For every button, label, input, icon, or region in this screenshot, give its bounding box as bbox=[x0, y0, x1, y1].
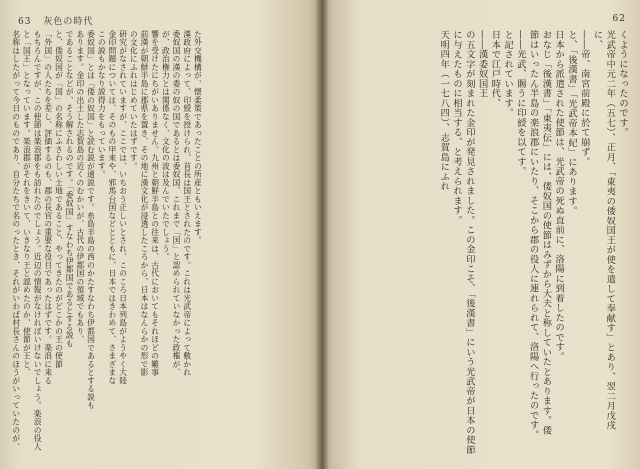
quote-line: ――帝、南宮前殿に於て崩ず。 bbox=[578, 30, 590, 167]
text-line: 日本で江戸時代、 bbox=[489, 30, 501, 108]
text-line: 金印問題については、そのもの甲来や、邪馬台国などとともに、日本ではきわめて、さまざまな bbox=[107, 30, 117, 385]
text-line: くようになったのです。 bbox=[617, 30, 628, 138]
text-line: と、倭奴国が「国」の名称にふさわしい土地であること、やってきたのがどこかの王の使節 bbox=[54, 30, 64, 369]
left-page-number: 63 bbox=[18, 17, 32, 27]
text-line: 委奴国の漢の委の奴の国であるとは委奴国、これまで「国」と認められていなかった政権が、 bbox=[172, 30, 181, 377]
text-line: 研究がなされていますが、ここでは、いちおう正しいとされ、このころ日本列島がようやく大陸 bbox=[118, 30, 128, 385]
text-line: が、政治権力とは関係なく、文化の波は及んでいたでしょう。 bbox=[161, 30, 171, 261]
text-line: 前漢が朝鮮半島に郡県を置き、その地に漢文化が浸透したころから、日本はなんらかの形で影 bbox=[139, 30, 149, 377]
text-line: もちろんですが、この使節は楽浪郡をも訪れたのでしょう。近辺の情報がなければいけないでしょう。楽浪の役人 bbox=[33, 30, 43, 451]
text-line: た外交機構が、懐柔策であったことの所産ともいえます。 bbox=[193, 30, 203, 245]
text-line: この説もかなり説得力をもっています。 bbox=[97, 30, 107, 179]
quote-line: ――漢委奴国王 bbox=[476, 30, 488, 99]
left-page-header bbox=[18, 14, 93, 27]
text-line: に与えたものに相当する、と考えられます。 bbox=[451, 30, 463, 225]
left-page-body bbox=[10, 30, 202, 460]
text-line: 響を受けたにちがいありません。九州と朝鮮半島との往来は、古代においてもそれほどの難事 bbox=[150, 30, 160, 377]
right-page bbox=[322, 0, 640, 469]
text-line: 日本から派遣された使節は、光武帝の死ぬ直前に、洛陽に到着したのです。 bbox=[553, 30, 565, 362]
text-line: 天明四年（一七八四）、志賀島にふれ bbox=[438, 30, 450, 192]
text-line: の五文字が刻まれた金印が発見されました。この金印こそ、「後漢書」にいう光武帝が日本の使節 bbox=[463, 30, 475, 455]
text-line: であることなどが、そう解されるのです。「委奴国」すなわち伊都国であるとする説も bbox=[65, 30, 75, 348]
text-line: 「外国」の人たちを差し、評価するのも、郡の長官の重要な役目であったはずです。楽浪に来る bbox=[43, 30, 53, 385]
text-line: 漢政府によって、印綬を授けられ、首長は国王とされたのです。これは光武帝によって敷かれ bbox=[182, 30, 192, 377]
text-line: あります。金印の出土した志賀島の近くのむかいが、古代の伊都国の領域でもあり、 bbox=[75, 30, 85, 344]
text-line: の文化にふれはじめていたはずです。 bbox=[129, 30, 139, 171]
quote-line: ――光武、賜うに印綬を以てす。 bbox=[514, 30, 526, 177]
text-line: 委奴国」とは「倭の奴国」と読む説が通説です。糸島半島の西のかたすなわち伊都国であるとする説も bbox=[86, 30, 96, 410]
text-line: 名称はしたがって今日のものであり、自分たちで名のったとき、それがいわば村長さんのほうがいっていたのが、 bbox=[11, 30, 21, 451]
book-gutter bbox=[316, 0, 328, 469]
text-line: おなじ「後漢書」「東夷伝」には、倭奴国の使節はみずから大夫と称していたとあります。倭 bbox=[540, 30, 552, 435]
right-page-number: 62 bbox=[612, 14, 626, 24]
text-line: 光武帝中元二年（五七）、正月、「東夷の倭奴国王が使を遣して奉献す」とあり、翌二月戊戌 bbox=[604, 30, 616, 431]
running-head: 灰色の時代 bbox=[43, 17, 94, 27]
text-line: と「国王」となっています。楽浪郡がそれをきいて、いきなり王と認めたのか、使節が王と、 bbox=[22, 30, 32, 377]
text-line: に、 bbox=[591, 30, 603, 50]
right-page-body bbox=[437, 30, 628, 460]
text-line: と、「後漢書」「光武帝本紀」にあります。 bbox=[565, 30, 577, 216]
text-line: 節はいったん半島の楽浪郡にいたり、そこから郡の役人に連れられて、洛陽へ行ったのです。 bbox=[527, 30, 539, 440]
text-line: と記されています。 bbox=[502, 30, 514, 118]
